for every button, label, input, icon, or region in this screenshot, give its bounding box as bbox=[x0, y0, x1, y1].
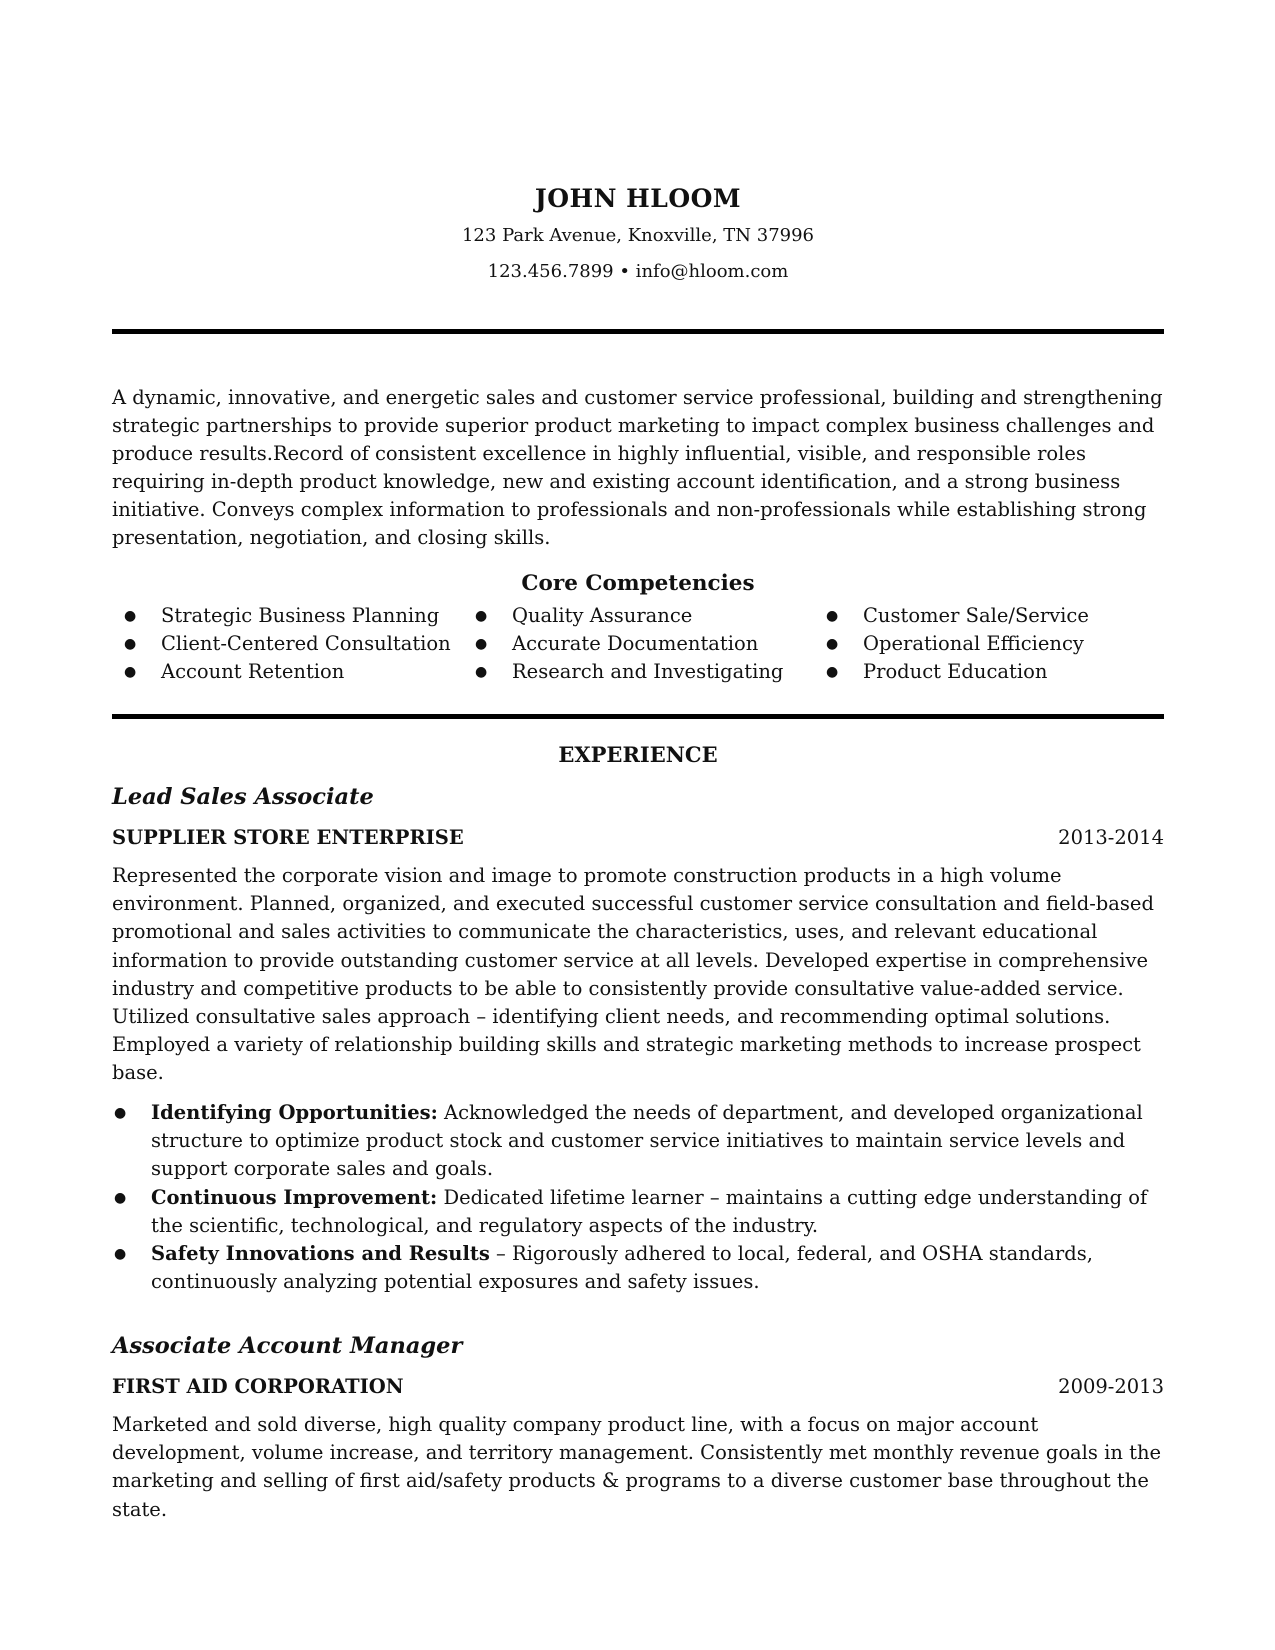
achievement-text: – Rigorously adhered to local, federal, and OSHA standards, continuously analyzing potential exposures and safety issues. bbox=[151, 1242, 1093, 1294]
competency-label: Strategic Business Planning bbox=[161, 604, 440, 627]
bullet-icon: ● bbox=[114, 1105, 127, 1121]
resume-header bbox=[112, 182, 1164, 290]
competency-item bbox=[112, 602, 463, 630]
experience-heading: EXPERIENCE bbox=[558, 742, 718, 767]
bullet-icon: ● bbox=[475, 664, 488, 680]
header-divider bbox=[112, 329, 1164, 334]
job-title: Associate Account Manager bbox=[112, 1333, 463, 1359]
achievement-item bbox=[112, 1099, 1164, 1184]
resume-page bbox=[112, 0, 1164, 1650]
job-dates: 2013-2014 bbox=[1058, 826, 1164, 849]
job-title: Lead Sales Associate bbox=[112, 784, 374, 810]
professional-summary: A dynamic, innovative, and energetic sales and customer service professional, building and strengthening strategic partnerships to provide superior product marketing to impact complex business challenges and produce results.Record of consistent excellence in highly influential, visible, and responsible roles requiring in-depth product knowledge, new and existing account identification, and a strong business initiative. Conveys complex information to professionals and non-professionals while establishing strong presentation, negotiation, and closing skills. bbox=[112, 386, 1163, 549]
bullet-icon: ● bbox=[124, 636, 137, 652]
job-dates: 2009-2013 bbox=[1058, 1375, 1164, 1398]
competencies-grid bbox=[112, 602, 1164, 686]
job-description: Marketed and sold diverse, high quality company product line, with a focus on major account development, volume increase, and territory management. Consistently met monthly revenue goals in the marketing and selling of first aid/safety products & programs to a diverse customer base throughout the state. bbox=[112, 1413, 1162, 1521]
competency-label: Product Education bbox=[863, 660, 1048, 683]
competencies-divider bbox=[112, 714, 1164, 719]
bullet-icon: ● bbox=[826, 608, 839, 624]
company-row bbox=[112, 824, 1164, 852]
competency-item bbox=[814, 658, 1164, 686]
competency-label: Research and Investigating bbox=[512, 660, 784, 683]
company-name: FIRST AID CORPORATION bbox=[112, 1375, 404, 1398]
bullet-icon: ● bbox=[826, 636, 839, 652]
bullet-icon: ● bbox=[124, 664, 137, 680]
competencies-column-1 bbox=[112, 602, 463, 686]
contact-line: 123.456.7899 • info@hloom.com bbox=[487, 261, 789, 282]
competency-item bbox=[463, 630, 814, 658]
competency-label: Quality Assurance bbox=[512, 604, 693, 627]
company-name: SUPPLIER STORE ENTERPRISE bbox=[112, 826, 464, 849]
competency-label: Operational Efficiency bbox=[863, 632, 1084, 655]
achievement-label: Continuous Improvement: bbox=[151, 1185, 438, 1209]
competency-label: Account Retention bbox=[161, 660, 345, 683]
competency-item bbox=[814, 602, 1164, 630]
competency-item bbox=[112, 658, 463, 686]
bullet-icon: ● bbox=[114, 1189, 127, 1206]
competency-item bbox=[463, 602, 814, 630]
competencies-column-3 bbox=[814, 602, 1164, 686]
competency-label: Client-Centered Consultation bbox=[161, 632, 451, 655]
achievement-item bbox=[112, 1240, 1164, 1296]
address-line: 123 Park Avenue, Knoxville, TN 37996 bbox=[461, 225, 815, 246]
competency-label: Customer Sale/Service bbox=[863, 604, 1089, 627]
bullet-icon: ● bbox=[475, 636, 488, 652]
competencies-column-2 bbox=[463, 602, 814, 686]
bullet-icon: ● bbox=[114, 1246, 127, 1263]
achievement-label: Safety Innovations and Results bbox=[151, 1242, 490, 1266]
company-row bbox=[112, 1373, 1164, 1401]
competency-item bbox=[814, 630, 1164, 658]
competency-item bbox=[463, 658, 814, 686]
competency-label: Accurate Documentation bbox=[512, 632, 759, 655]
achievement-text: Acknowledged the needs of department, and developed organizational structure to optimize product stock and customer service initiatives to maintain service levels and support corporate sales and goals. bbox=[151, 1101, 1143, 1181]
bullet-icon: ● bbox=[124, 608, 137, 624]
achievement-label: Identifying Opportunities: bbox=[151, 1101, 438, 1124]
job-description: Represented the corporate vision and image to promote construction products in a high volume environment. Planned, organized, and executed successful customer service consultation and field-based promotional and sales activities to communicate the characteristics, uses, and relevant educational information to provide outstanding customer service at all levels. Developed expertise in comprehensive industry and competitive products to be able to consistently provide consultative value-added service. Utilized consultative sales approach – identifying client needs, and recommending optimal solutions. Employed a variety of relationship building skills and strategic marketing methods to increase prospect base. bbox=[112, 864, 1154, 1085]
bullet-icon: ● bbox=[826, 664, 839, 680]
competency-item bbox=[112, 630, 463, 658]
competencies-heading: Core Competencies bbox=[521, 571, 755, 596]
bullet-icon: ● bbox=[475, 608, 488, 624]
achievement-text: Dedicated lifetime learner – maintains a cutting edge understanding of the scientific, technological, and regulatory aspects of the industry. bbox=[151, 1185, 1148, 1237]
achievement-item bbox=[112, 1184, 1164, 1240]
candidate-name: JOHN HLOOM bbox=[534, 184, 742, 213]
achievement-list bbox=[112, 1099, 1164, 1296]
